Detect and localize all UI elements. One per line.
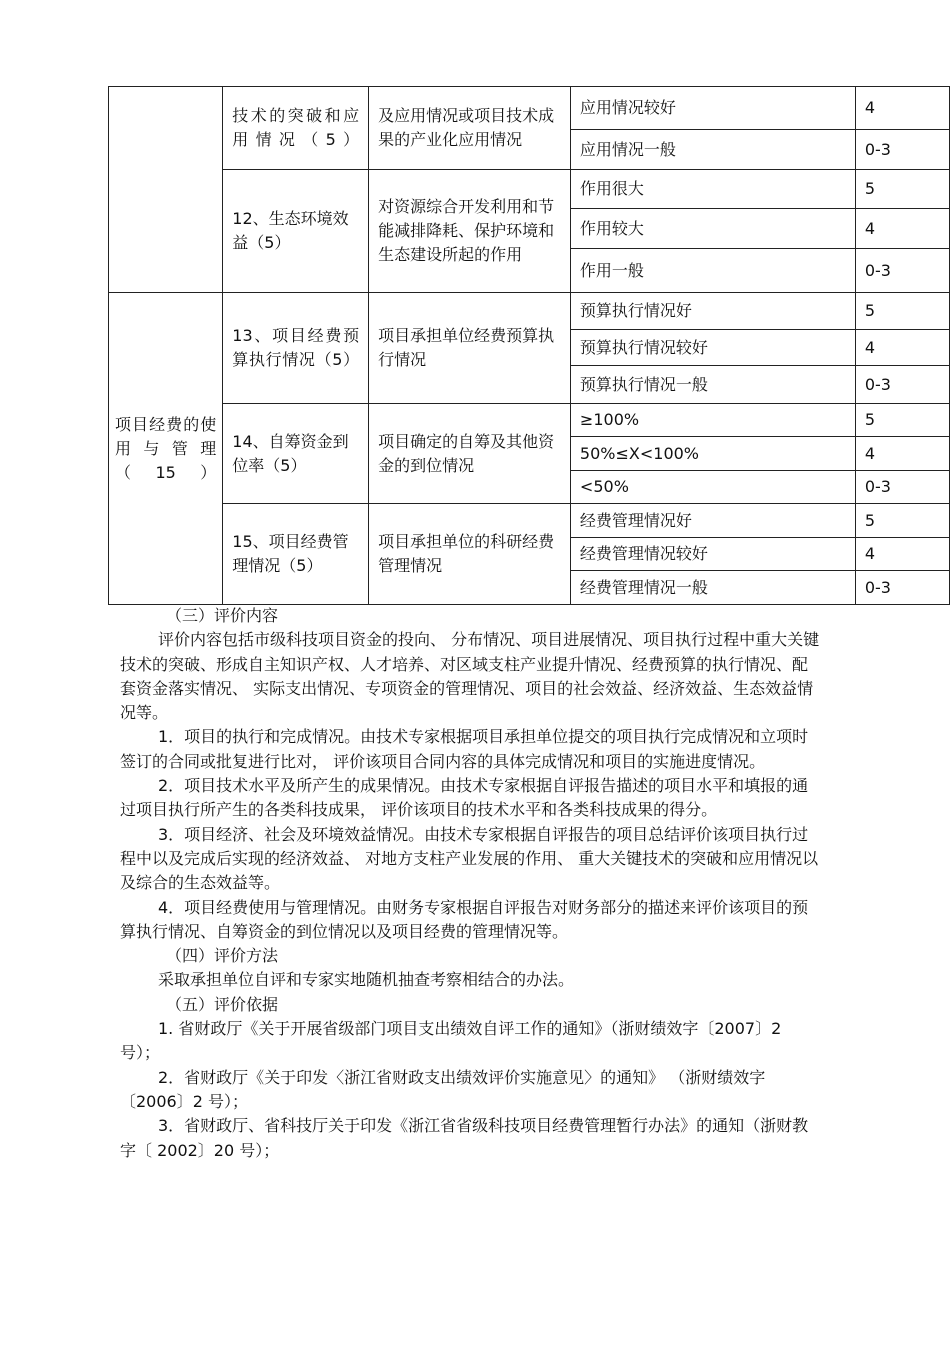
section-heading: （五）评价依据	[166, 994, 279, 1014]
criteria-cell: ≥100%	[570, 404, 855, 437]
score-cell: 5	[855, 404, 949, 437]
description-cell: 及应用情况或项目技术成果的产业化应用情况	[369, 87, 571, 170]
description-cell: 对资源综合开发利用和节能减排降耗、保护环境和生态建设所起的作用	[369, 170, 571, 293]
description-cell: 项目确定的自筹及其他资金的到位情况	[369, 404, 571, 504]
score-cell: 0-3	[855, 130, 949, 170]
category-cell: 项目经费的使用与管理（15）	[109, 293, 223, 605]
criteria-cell: 应用情况较好	[570, 87, 855, 130]
criteria-cell: 经费管理情况较好	[570, 538, 855, 571]
indicator-cell: 技术的突破和应用情况（5）	[223, 87, 369, 170]
score-cell: 0-3	[855, 471, 949, 504]
list-item: 4．项目经费使用与管理情况。由财务专家根据自评报告对财务部分的描述来评价该项目的预算执行情况、自筹资金的到位情况以及项目经费的管理情况等。	[120, 897, 809, 941]
indicator-cell: 12、生态环境效益（5）	[223, 170, 369, 293]
list-item: 1．项目的执行和完成情况。由技术专家根据项目承担单位提交的项目执行完成情况和立项时签订的合同或批复进行比对， 评价该项目合同内容的具体完成情况和项目的实施进度情况。	[120, 727, 809, 771]
description-cell: 项目承担单位经费预算执行情况	[369, 293, 571, 404]
paragraph: 采取承担单位自评和专家实地随机抽查考察相结合的办法。	[158, 970, 575, 990]
criteria-cell: 作用很大	[570, 170, 855, 209]
section-heading: （四）评价方法	[166, 946, 279, 966]
list-item: 3．项目经济、社会及环境效益情况。由技术专家根据自评报告的项目总结评价该项目执行过程中以及完成后实现的经济效益、 对地方支柱产业发展的作用、 重大关键技术的突破和应用情况以及综合的生态效益等。	[120, 824, 819, 893]
category-cell	[109, 87, 223, 293]
list-item: 2．省财政厅《关于印发〈浙江省财政支出绩效评价实施意见〉的通知》 （浙财绩效字〔2006〕2 号）；	[120, 1067, 766, 1111]
indicator-cell: 13、项目经费预算执行情况（5）	[223, 293, 369, 404]
score-cell: 0-3	[855, 249, 949, 293]
criteria-cell: 预算执行情况较好	[570, 330, 855, 366]
criteria-cell: 预算执行情况好	[570, 293, 855, 330]
score-cell: 4	[855, 437, 949, 471]
score-cell: 5	[855, 504, 949, 538]
indicator-cell: 15、项目经费管理情况（5）	[223, 504, 369, 605]
criteria-cell: 应用情况一般	[570, 130, 855, 170]
criteria-cell: 50%≤X<100%	[570, 437, 855, 471]
score-cell: 0-3	[855, 571, 949, 605]
list-item: 2．项目技术水平及所产生的成果情况。由技术专家根据自评报告描述的项目水平和填报的通过项目执行所产生的各类科技成果， 评价该项目的技术水平和各类科技成果的得分。	[120, 776, 809, 820]
criteria-cell: 作用一般	[570, 249, 855, 293]
criteria-cell: 经费管理情况一般	[570, 571, 855, 605]
score-cell: 0-3	[855, 366, 949, 404]
score-cell: 5	[855, 170, 949, 209]
score-cell: 4	[855, 209, 949, 249]
criteria-cell: 预算执行情况一般	[570, 366, 855, 404]
description-cell: 项目承担单位的科研经费管理情况	[369, 504, 571, 605]
evaluation-table	[108, 86, 950, 605]
body-text	[120, 604, 820, 1163]
list-item: 3．省财政厅、省科技厅关于印发《浙江省省级科技项目经费管理暂行办法》的通知（浙财教字〔 2002〕20 号）；	[120, 1116, 809, 1160]
score-cell: 4	[855, 538, 949, 571]
indicator-cell: 14、自筹资金到位率（5）	[223, 404, 369, 504]
score-cell: 4	[855, 87, 949, 130]
criteria-cell: 经费管理情况好	[570, 504, 855, 538]
list-item: 1. 省财政厅《关于开展省级部门项目支出绩效自评工作的通知》（浙财绩效字〔2007〕2 号）；	[120, 1019, 782, 1063]
section-heading: （三）评价内容	[166, 606, 279, 625]
criteria-cell: 作用较大	[570, 209, 855, 249]
score-cell: 5	[855, 293, 949, 330]
paragraph: 评价内容包括市级科技项目资金的投向、 分布情况、项目进展情况、项目执行过程中重大关键技术的突破、形成自主知识产权、人才培养、对区域支柱产业提升情况、经费预算的执行情况、配套资金落实情况、 实际支出情况、专项资金的管理情况、项目的社会效益、经济效益、生态效益情况等。	[120, 630, 820, 723]
criteria-cell: <50%	[570, 471, 855, 504]
score-cell: 4	[855, 330, 949, 366]
